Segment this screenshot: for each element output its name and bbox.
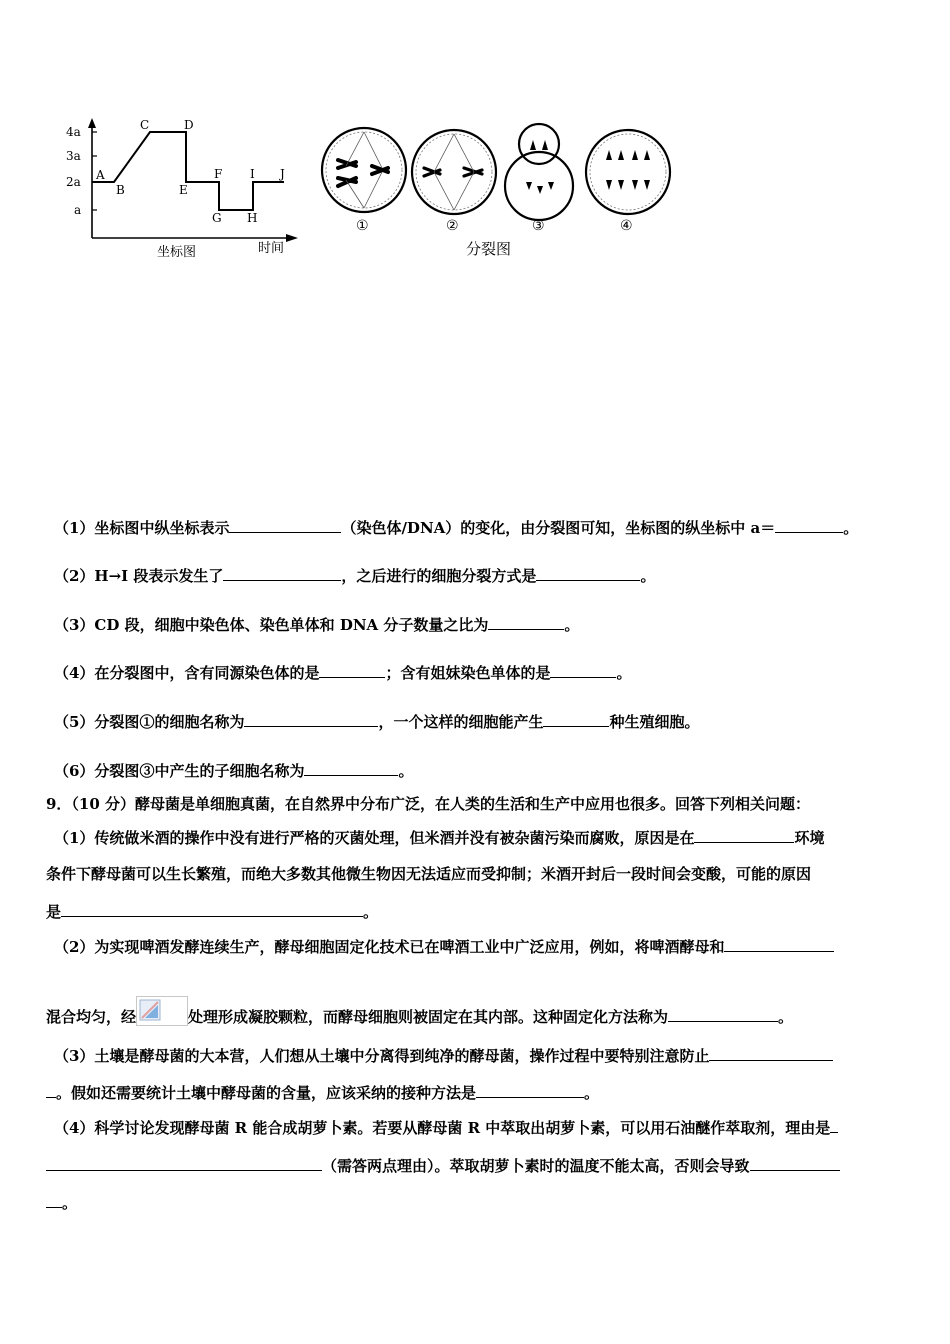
answer-blank[interactable] — [668, 1006, 778, 1022]
answer-blank[interactable] — [550, 662, 616, 678]
cell-number-3: ③ — [532, 218, 545, 234]
question-9-4-line1: （4）科学讨论发现酵母菌 R 能合成胡萝卜素。若要从酵母菌 R 中萃取出胡萝卜素，可以用石油醚作萃取剂，理由是 — [54, 1117, 838, 1138]
answer-blank[interactable] — [750, 1155, 840, 1171]
answer-blank[interactable] — [830, 1117, 838, 1133]
answer-blank[interactable] — [709, 1045, 833, 1061]
answer-blank[interactable] — [61, 901, 363, 917]
question-9-3-line2: 。假如还需要统计土壤中酵母菌的含量，应该采纳的接种方法是 。 — [46, 1082, 599, 1103]
question-8-1: （1）坐标图中纵坐标表示 （染色体/DNA）的变化，由分裂图可知，坐标图的纵坐标中 a＝ 。 — [54, 519, 859, 537]
question-9-4-line2: （需答两点理由）。萃取胡萝卜素时的温度不能太高，否则会导致 — [46, 1155, 840, 1176]
answer-blank[interactable] — [724, 936, 834, 952]
question-9-2-line2: 混合均匀，经 处理形成凝胶颗粒，而酵母细胞则被固定在其内部。这种固定化方法称为 。 — [46, 996, 793, 1027]
cell-1 — [322, 128, 406, 212]
point-label-B: B — [116, 183, 125, 197]
x-axis-label: 时间 — [258, 241, 285, 256]
graph-curve — [92, 132, 284, 210]
cell-division-figure — [316, 116, 676, 266]
cell-number-2: ② — [446, 218, 459, 234]
broken-image-icon — [136, 996, 188, 1026]
answer-blank[interactable] — [46, 1155, 322, 1171]
answer-blank[interactable] — [488, 614, 564, 630]
y-tick-4a: 4a — [66, 125, 81, 139]
answer-blank[interactable] — [46, 1192, 62, 1208]
answer-blank[interactable] — [223, 565, 341, 581]
answer-blank[interactable] — [536, 565, 640, 581]
y-tick-2a: 2a — [66, 175, 81, 189]
point-label-G: G — [212, 211, 222, 225]
answer-blank[interactable] — [319, 662, 385, 678]
cell-4 — [586, 130, 670, 214]
question-9-1-line3: 是 。 — [46, 903, 379, 921]
answer-blank[interactable] — [476, 1082, 584, 1098]
answer-blank[interactable] — [304, 760, 398, 776]
question-9-header: 9．（10 分）酵母菌是单细胞真菌，在自然界中分布广泛，在人类的生活和生产中应用也很多。回答下列相关问题： — [46, 795, 811, 813]
cell-2 — [412, 130, 496, 214]
cell-number-4: ④ — [620, 218, 633, 234]
point-label-E: E — [179, 183, 188, 197]
question-8-4: （4）在分裂图中，含有同源染色体的是 ；含有姐妹染色单体的是 。 — [54, 664, 632, 682]
point-label-D: D — [184, 118, 194, 132]
answer-blank[interactable] — [775, 517, 843, 533]
question-8-2: （2）H→I 段表示发生了 ，之后进行的细胞分裂方式是 。 — [54, 567, 656, 585]
answer-blank[interactable] — [543, 711, 609, 727]
y-tick-a: a — [74, 203, 82, 217]
cell-3 — [505, 124, 573, 220]
point-label-C: C — [140, 118, 150, 132]
answer-blank[interactable] — [694, 827, 794, 843]
point-label-J: J — [280, 167, 285, 181]
question-9-4-line3: 。 — [46, 1192, 77, 1213]
answer-blank[interactable] — [229, 517, 341, 533]
point-label-H: H — [247, 211, 258, 225]
point-label-F: F — [214, 167, 223, 181]
answer-blank[interactable] — [244, 711, 378, 727]
question-9-2-line1: （2）为实现啤酒发酵连续生产，酵母细胞固定化技术已在啤酒工业中广泛应用，例如，将啤酒酵母和 — [54, 936, 834, 957]
answer-blank[interactable] — [46, 1082, 56, 1098]
question-8-6: （6）分裂图③中产生的子细胞名称为 。 — [54, 762, 414, 780]
question-8-3: （3）CD 段，细胞中染色体、染色单体和 DNA 分子数量之比为 。 — [54, 616, 580, 634]
y-tick-3a: 3a — [66, 149, 81, 163]
point-label-A: A — [96, 168, 105, 182]
question-9-3-line1: （3）土壤是酵母菌的大本营，人们想从土壤中分离得到纯净的酵母菌，操作过程中要特别注意防止 — [54, 1045, 833, 1066]
question-9-1-line1: （1）传统做米酒的操作中没有进行严格的灭菌处理，但米酒并没有被杂菌污染而腐败，原因是在 环境 — [54, 829, 825, 847]
cells-caption: 分裂图 — [466, 240, 512, 258]
graph-caption: 坐标图 — [157, 245, 197, 260]
point-label-I: I — [250, 167, 255, 181]
cell-number-1: ① — [356, 218, 369, 234]
question-8-5: （5）分裂图①的细胞名称为 ，一个这样的细胞能产生 种生殖细胞。 — [54, 713, 700, 731]
question-9-1-line2: 条件下酵母菌可以生长繁殖，而绝大多数其他微生物因无法适应而受抑制；米酒开封后一段时间会变酸，可能的原因 — [46, 865, 812, 883]
coordinate-graph — [62, 112, 312, 262]
